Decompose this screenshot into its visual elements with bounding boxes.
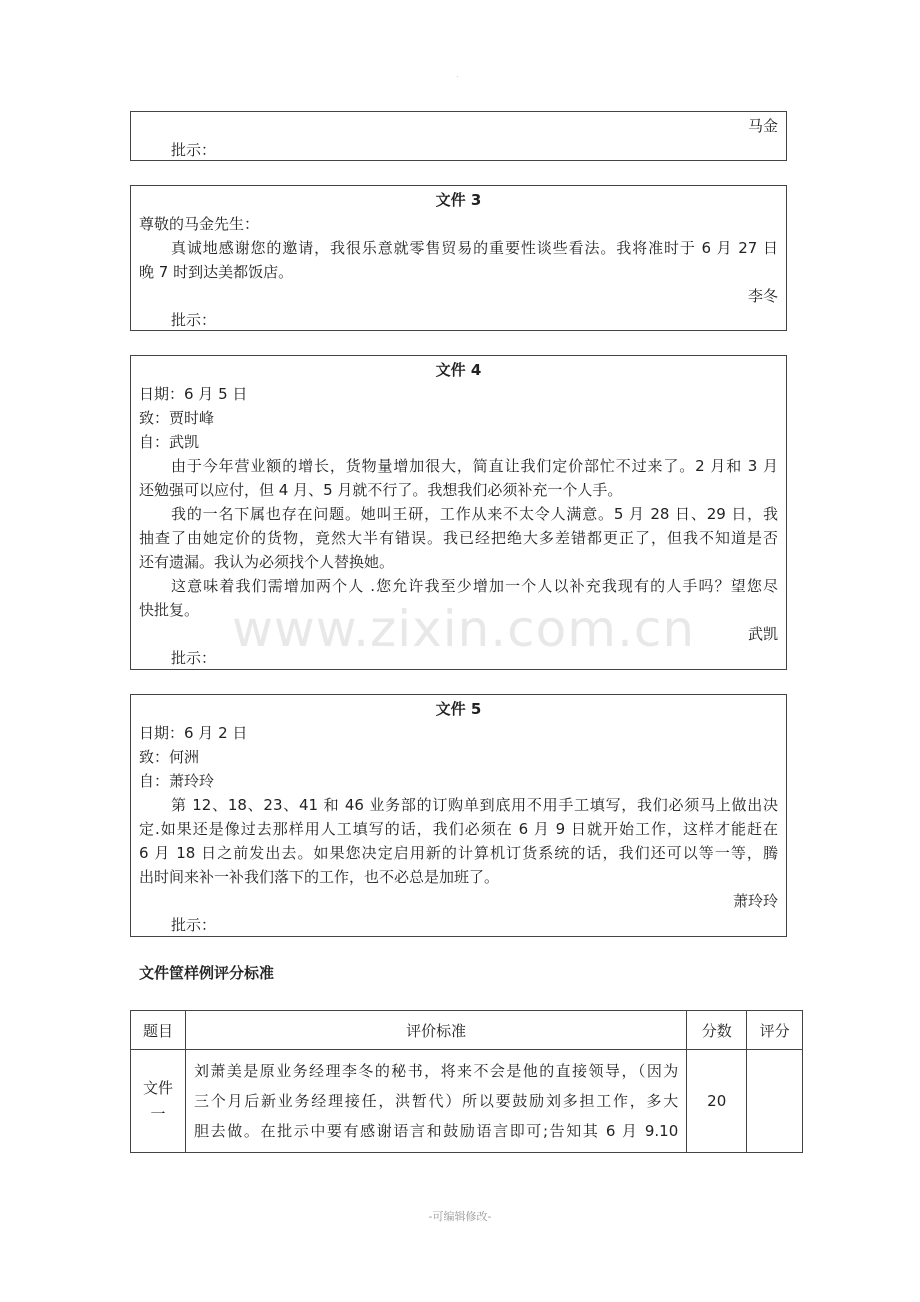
doc5-body-line: 6 月 18 日之前发出去。如果您决定启用新的计算机订货系统的话，我们还可以等一等，腾: [139, 844, 778, 862]
col-header-criteria: 评价标准: [185, 1011, 686, 1050]
doc3-body-line: 晚 7 时到达美都饭店。: [139, 263, 294, 281]
doc5-title: 文件 5: [435, 700, 482, 718]
doc4-body-line: 抽查了由她定价的货物，竟然大半有错误。我已经把绝大多差错都更正了，但我不知道是否: [139, 529, 778, 547]
doc5-note-label: 批示：: [171, 916, 217, 934]
doc4-body-line: 这意味着我们需增加两个人 .您允许我至少增加一个人以补充我现有的人手吗？望您尽: [171, 577, 778, 595]
doc4-body-line: 还勉强可以应付，但 4 月、5 月就不行了。我想我们必须补充一个人手。: [139, 481, 623, 499]
doc3-note-label: 批示：: [171, 311, 217, 329]
doc5-body-line: 出时间来补一补我们落下的工作，也不必总是加班了。: [139, 868, 500, 886]
table-row: [131, 1050, 803, 1153]
doc-fragment-note-label: 批示：: [171, 141, 217, 159]
row-points: 20: [687, 1050, 747, 1153]
doc4-body-line: 还有遗漏。我认为必须找个人替换她。: [139, 553, 395, 571]
doc5-signature: 萧玲玲: [732, 892, 778, 910]
watermark: www.zixin.com.cn: [232, 600, 696, 658]
doc5-from: 自：萧玲玲: [139, 772, 215, 790]
row-criteria-line: 胆去做。在批示中要有感谢语言和鼓励语言即可;告知其 6 月 9.10: [193, 1122, 679, 1140]
doc4-date: 日期：6 月 5 日: [139, 385, 248, 403]
doc4-from: 自：武凯: [139, 433, 200, 451]
doc3-signature: 李冬: [747, 287, 778, 305]
doc4-note-label: 批示：: [171, 649, 217, 667]
table-header-row: [131, 1011, 803, 1050]
doc5-box: [130, 694, 787, 937]
doc5-body-line: 定.如果还是像过去那样用人工填写的话，我们必须在 6 月 9 日就开始工作，这样才能赶在: [139, 820, 778, 838]
doc5-body-line: 第 12、18、23、41 和 46 业务部的订购单到底用不用手工填写，我们必须马上做出决: [171, 796, 778, 814]
doc4-body-line: 由于今年营业额的增长，货物量增加很大，简直让我们定价部忙不过来了。2 月和 3 月: [171, 457, 778, 475]
row-topic-line: 文件: [142, 1079, 173, 1097]
row-criteria: [185, 1050, 686, 1153]
section-title: 文件筐样例评分标准: [139, 964, 275, 982]
doc4-body-line: 我的一名下属也存在问题。她叫王研，工作从来不太令人满意。5 月 28 日、29 日，我: [171, 505, 778, 523]
doc4-body-line: 快批复。: [139, 601, 200, 619]
row-criteria-line: 刘萧美是原业务经理李冬的秘书，将来不会是他的直接领导，（因为: [193, 1062, 679, 1080]
col-header-points: 分数: [687, 1011, 747, 1050]
col-header-topic: 题目: [131, 1011, 186, 1050]
doc4-to: 致：贾时峰: [139, 409, 215, 427]
doc-fragment-signature: 马金: [747, 117, 778, 135]
doc4-title: 文件 4: [435, 361, 482, 379]
doc4-signature: 武凯: [747, 625, 778, 643]
doc3-greeting: 尊敬的马金先生：: [139, 215, 260, 233]
row-topic-line: 一: [150, 1105, 166, 1123]
doc5-date: 日期：6 月 2 日: [139, 724, 248, 742]
doc3-body-line: 真诚地感谢您的邀请，我很乐意就零售贸易的重要性谈些看法。我将准时于 6 月 27 日: [171, 239, 778, 257]
row-criteria-line: 三个月后新业务经理接任，洪暂代）所以要鼓励刘多担工作，多大: [193, 1092, 679, 1110]
doc3-title: 文件 3: [435, 191, 482, 209]
row-topic: [131, 1050, 186, 1153]
row-grade: [747, 1050, 803, 1153]
top-mark: .: [456, 70, 459, 79]
page-footer: -可编辑修改-: [428, 1210, 492, 1223]
scoring-table: [130, 1010, 803, 1153]
col-header-grade: 评分: [747, 1011, 803, 1050]
doc-fragment-box: [130, 111, 787, 161]
doc3-box: [130, 185, 787, 331]
doc5-to: 致：何洲: [139, 748, 200, 766]
